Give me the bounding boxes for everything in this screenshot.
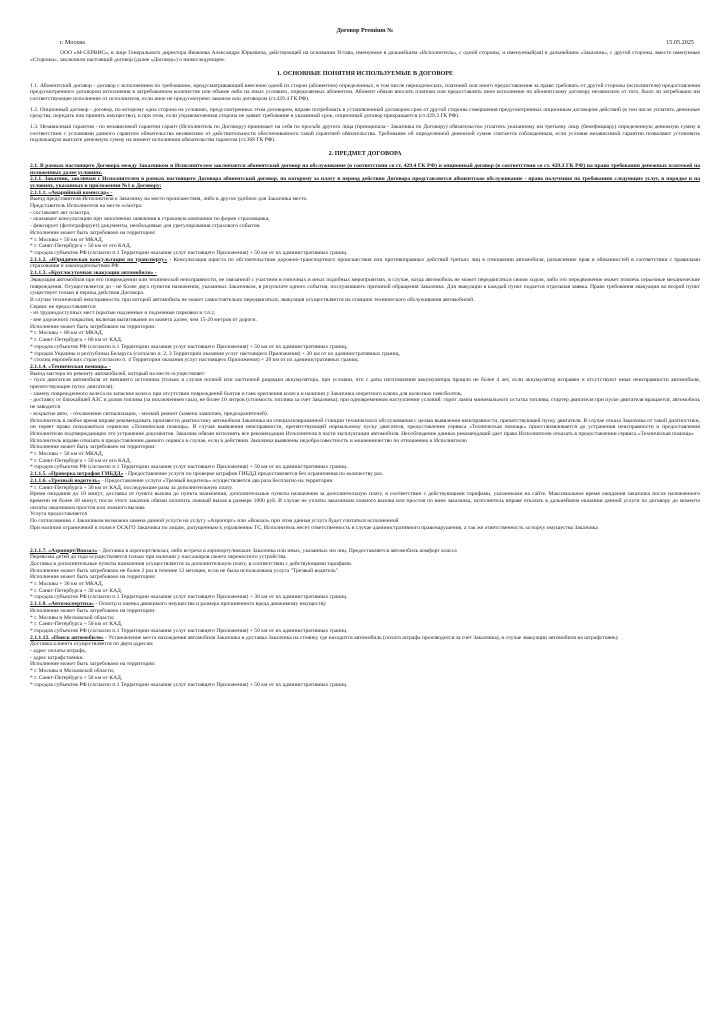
coverage-item: * г. Москвы + 30 км от МКАД, [30,581,104,588]
service-line: - адрес оплаты штрафа, [30,648,87,655]
coverage-item: * г. Москвы и Московской области; [30,614,115,621]
coverage-item: * столиц европейских стран (согласно п. 4 Территории оказания услуг настоящего Приложения) + 20 км от их административных границ. [30,357,360,364]
section-2-title: 2. ПРЕДМЕТ ДОГОВОРА [328,150,402,158]
coverage-item: * городов субъектов РФ (согласно п.1 Территории оказания услуг настоящего Приложения) + 50 км от их административных границ. [30,681,348,688]
service-text: Эвакуация автомобиля при его повреждении или технической неисправности, не связанной с участием в гоночных и иных подобных мероприятиях, в случае, когда автомобиль не может передвигаться своим ходом, либо это передвижение может повлечь серьезные механические повреждения. Осуществляется до - не более двух пунктов назначения, указанных Заказчиком, в результате одного события, послужившего причиной обращения Заказчика. Для эвакуации в каждый пункт подается отдельная заявка. Право требования эвакуации во второй пункт существует только в период действия Договора. [30,276,700,297]
service-line: Выезд мастера по ремонту автомобилей, который на месте осуществляет: [30,370,206,377]
clause-2-1: 2.1. В рамках настоящего Договора между Заказчиком и Исполнителем заключается абонентский договор на обслуживание (в соответствии со ст. 429.4 ГК РФ) и опционный договор (в соответствии со ст. 429.3 ГК РФ) на право требования денежных платежей на изложенных далее условиях. [30,162,700,176]
service-text: - Доставка в аэропорт/вокзал, либо встреча в аэропорту/вокзале Заказчика или иных, указанных им лиц. Предоставляется автомобиль комфорт класса [97,547,457,554]
intro-paragraph: ООО «М-СЕРВИС», в лице Генерального директора Яковлева Александра Юрьевича, действующей на основании Устава, именуемое в дальнейшем «Исполнитель», с одной стороны, и именуемый(ая) в дальнейшем «Заказчик», с другой стороны, вместе именуемые «Стороны», заключили настоящий договор (далее «Договор») о нижеследующем. [30,50,700,64]
coverage-item: * городов субъектов РФ (согласно п.1 Территории оказания услуг настоящего Приложения) + 50 км от их административных границ. [30,627,348,634]
service-text: - Консультация юриста по обстоятельствам дорожно-транспортного происшествия или противоправных действий третьих лиц в отношении автомобиля, разъяснение прав и обязанностей в соответствии с правилами страхования и законодательством РФ [30,256,700,270]
service-line: Время ожидания до 10 минут, доставка от пункта вызова до пункта назначения, дополнительные пункты назначения за дополнительную плату, в соответствии с действующими тарифами, указанными на сайте. Максимальное время ожидания заказчика после назначенного времени не более 40 минут, после этого заказчик обязан оплатить ложный вызов в размере 1000 руб. В случае не уплаты заказчиком ложного вызова или простоя по вине заказчика, исполнитель вправе отказать в дальнейшем оказании данной услуги по договору до момента оплаты заказчиком простоя или ложного вызова [30,491,700,511]
service-title: 2.1.1.1. «Аварийный комиссар» - [30,189,113,196]
coverage-item: * г. Санкт-Петербурга + 50 км от его КАД, [30,243,132,250]
coverage-label: Исполнение может быть затребовано на территории: [30,574,156,581]
service-title: 2.1.1.6. «Трезвый водитель» [30,477,101,484]
service-line: - фиксирует (фотографирует) документы, необходимые для урегулирования страхового события. [30,223,261,230]
coverage-item: * г. Москвы + 50 км от МКАД, [30,451,104,458]
coverage-label: Исполнение может быть затребовано на территории: [30,607,156,614]
clause-1-2: 1.2. Опционный договор - договор, по которому одна сторона на условиях, предусмотренных этим договором, вправе потребовать в установленный договором срок от другой стороны совершения предусмотренных опционным договором действий (в том числе уплатить денежные средства, передать или принять имущество), и при этом, если управомоченная сторона не заявит требование в указанный срок, опционный договор прекращается (ст.429.3 ГК РФ). [30,106,700,120]
coverage-item: * г. Санкт-Петербурга + 50 км от его КАД, [30,457,132,464]
spacer [30,532,700,548]
service-line: - пуск двигателя автомобиля от внешнего источника (только в случае полной или частичной разрядки аккумулятора, при условии, что с даты изготовления аккумулятора прошло не более 4 лет, если аккумулятор исправен и отсутствуют иные неисправности автомобиля, препятствующие пуску двигателя); [30,377,700,391]
service-sober-driver [30,478,700,532]
service-evacuation [30,270,700,364]
service-line: Исполнитель в любое время вправе рекомендовать произвести диагностику автомобиля Заказчика на специализированной станции технического обслуживания с целью выявления неисправности, препятствующей пуску двигателя. В случае отказа Заказчика от такой диагностики, он теряет право пользоваться сервисом «Техническая помощь». В случае выявления неисправности, препятствующей нормальному пуску двигателя, предоставление сервиса «Техническая помощь» приостанавливается до устранения неисправности и предоставления Исполнителю подтверждающих это устранение документов. Заказчик обязан исполнять все рекомендации Исполнителя в части эксплуатации автомобиля. Несоблюдение данных рекомендаций дает право Исполнителю отказать в предоставлении сервиса «Техническая помощь» [30,417,700,437]
coverage-item: * г. Москвы и Московской области; [30,668,115,675]
document-title: Договор Premium № [336,27,394,34]
service-title: 2.1.1.3. «Круглосуточная эвакуация автомобиля» - [30,270,157,277]
service-line: Услуга предоставляется [30,511,87,518]
service-line: - доставку от ближайшей АЗС и долив топлива (за исключением газа), не более 10 литров (стоимость топлива за счет Заказчика), при одновременном наступлении условий: горит лампа минимального остатка топлива, стартер двигателя при пуске двигателя вращается, автомобиль не заводится [30,397,700,411]
city: г. Москва [60,38,85,46]
service-title: 2.1.1.12. «Поиск автомобиля» [30,634,104,641]
service-line: - замену поврежденного колеса на запасное колесо при отсутствии повреждений болтов и гаек крепления колеса и наличии у Заказчика секретного ключа для колесных гаек/болтов, [30,390,462,397]
clause-2-1-1: 2.1.1. Заказчик, заключая с Исполнителем в рамках настоящего Договора абонентский договор, по которому за плату в период действия Договора представляется абонентское обслуживание - право получения по требованию следующих услуг, в порядке и на условиях, указанных в приложении №1 к Договору: [30,176,700,189]
coverage-label: Исполнение может быть затребовано на территории: [30,323,156,330]
coverage-item: * г. Москвы + 80 км от МКАД, [30,330,104,337]
coverage-item: * г. Санкт-Петербурга + 30 км от КАД, последующие разы за дополнительную плату. [30,484,233,491]
service-tech-help [30,364,700,471]
contract-date: 15.05.2025 [666,38,694,46]
coverage-item: * городов субъектов РФ (согласно п.1 Территории оказания услуг настоящего Приложения) + 50 км от их административных границ. [30,249,348,256]
service-title: 2.1.1.2. «Юридическая консультация по транспорту» [30,256,168,263]
service-text: - Предоставление услуги «Трезвый водитель» осуществляется два раза бесплатно на территории [100,477,333,484]
service-car-search [30,635,700,689]
service-title: 2.1.1.5. «Проверка штрафов ГИБДД» [30,471,124,478]
service-line: - вне дорожного покрытия, включая вытягивание из кювета далее, чем 15-20 метров от дороги. [30,317,257,324]
clause-1-1: 1.1. Абонентский договор - договор с исполнением по требованию, предусматривающий внесение одной из сторон (абонентом) определенных, в том числе периодических, платежей или иного предоставления за право требовать от другой стороны (исполнителя) предоставления предусмотренного договором исполнения в затребованном количестве или объеме либо на иных условиях, определяемых абонентом. Абонент обязан вносить платежи или предоставлять иное исполнение по абонентскому договору независимо от того, было ли затребовано им соответствующее исполнение от исполнителя, если иное не предусмотрено законом или договором (ст.429.4 ГК РФ). [30,82,700,102]
service-line: Перевозка детей до года осуществляется только при наличии у пассажиров своего переносного устройства. [30,554,287,561]
coverage-item: * городов субъектов РФ (согласно п.1 Территории оказания услуг настоящего Приложения) + 50 км от их административных границ, [30,343,348,350]
coverage-label: Исполнение может быть затребовано на территории: [30,661,156,668]
coverage-item: * г. Москвы + 50 км от МКАД, [30,236,104,243]
service-text: - Установление места нахождения автомобиля Заказчика и доставка Заказчика на стоянку где находится автомобиль (оплата штрафа производится за счет Заказчика), в случае эвакуации автомобиля на штрафстоянку [103,634,619,641]
service-line: Исполнение может быть затребовано не более 2 раз в течение 12 месяцев, если не была использована услуга "Трезвый водитель". [30,567,340,574]
service-line: При наличии ограничений в полисе ОСАГО Заказчика по лицам, допущенным к управлению ТС, Исполнитель несет ответственность в случае административного правонарушения, а так же ответственность за порчу имущества Заказчика [30,524,598,531]
service-line: Исполнитель вправе отказать в предоставлении данного сервиса в случае, если в действиях Заказчика выявлены недобросовестность и мошенничество по отношению к Исполнителю [30,437,467,444]
service-line: Представитель Исполнителя на месте осмотра: [30,203,143,210]
service-line: По согласованию с Заказчиком возможна замена данной услуги на услугу «Аэропорт» или «Вокзал» при этом данная услуга будет считаться исполненной [30,518,399,525]
service-line: Доставка клиента осуществляется по двум адресам [30,641,153,648]
service-title: 2.1.1.8. «Автоэкспертиза» [30,601,94,608]
coverage-label: Исполнение может быть затребовано на территории: [30,229,156,236]
service-line: - составляет акт осмотра, [30,209,91,216]
service-line: В случае технической неисправности, при которой автомобиль не может самостоятельно передвигаться, эвакуация осуществляется на станцию технического обслуживания автомобилей. [30,296,475,303]
service-airport-station [30,548,700,602]
service-line: - из труднодоступных мест (крытые надземные и подземные парковки и т.п.); [30,310,216,317]
service-line: - вскрытие авто, - отключение сигнализации, - мелкий ремонт (замена лампочек, предохранителей). [30,410,269,417]
coverage-item: * г. Санкт-Петербурга + 50 км от КАД, [30,621,123,628]
coverage-item: * городов Украины и республики Беларусь (согласно п. 2, 3 Территории оказания услуг настоящего Приложения) + 20 км от их административных границ, [30,350,400,357]
coverage-item: * городов субъектов РФ (согласно п.1 Территории оказания услуг настоящего Приложения) + 30 км от их административных границ. [30,594,348,601]
service-line: - оказывает консультацию при заполнении заявления в страховую компанию по форме страховщика, [30,216,270,223]
section-1-title: 1. ОСНОВНЫЕ ПОНЯТИЯ ИСПОЛЬЗУЕМЫЕ В ДОГОВОРЕ [276,69,454,77]
coverage-item: * г. Санкт-Петербурга + 30 км от КАД, [30,587,123,594]
clause-1-3: 1.3. Независимая гарантия - по независимой гарантии гарант (Исполнитель по Договору) принимает на себя по просьбе другого лица (принципала - Заказчика по Договору) обязательство уплатить указанному им третьему лицу (бенефициару) определенную денежную сумму в соответствии с условиями данного гарантом обязательства независимо от действительности обеспечиваемого такой гарантией обязательства. Требование об определенной денежной сумме считается соблюденным, если условия независимой гарантии позволяют установить подлежащую выплате денежную сумму на момент исполнения обязательства гарантом (ст.368 ГК РФ). [30,124,700,144]
service-emergency-commissioner [30,190,700,257]
service-line: Сервис не предоставляется: [30,303,97,310]
service-title: 2.1.1.7. «Аэропорт/Вокзал» [30,547,98,554]
coverage-item: * г. Санкт-Петербурга + 80 км от КАД, [30,337,123,344]
service-line: Доставка в дополнительные пункты назначения осуществляется за дополнительную плату, в соответствии с действующими тарифами. [30,560,353,567]
city-date-line [60,40,694,47]
coverage-label: Исполнение может быть затребовано на территории: [30,444,156,451]
service-line: - адрес штрафстоянки. [30,654,84,661]
service-auto-expertise [30,601,700,635]
service-title: 2.1.1.4. «Техническая помощь» - [30,363,111,370]
service-line: Выезд представителя Исполнителя к Заказчику на место происшествия, либо в другое удобное для Заказчика место. [30,196,308,203]
service-legal-consultation [30,257,700,270]
service-text: - Осмотр и оценка движимого имущества и размера причиненного вреда движимому имуществу [93,601,326,608]
coverage-item: * г. Санкт-Петербурга + 50 км от КАД, [30,674,123,681]
service-fines-check [30,471,700,478]
service-text: - Предоставление услуги по проверке штрафов ГИБДД предоставляется без ограничения по количеству раз. [123,471,384,478]
coverage-item: * городов субъектов РФ (согласно п.1 Территории оказания услуг настоящего Приложения) + 50 км от их административных границ. [30,464,348,471]
